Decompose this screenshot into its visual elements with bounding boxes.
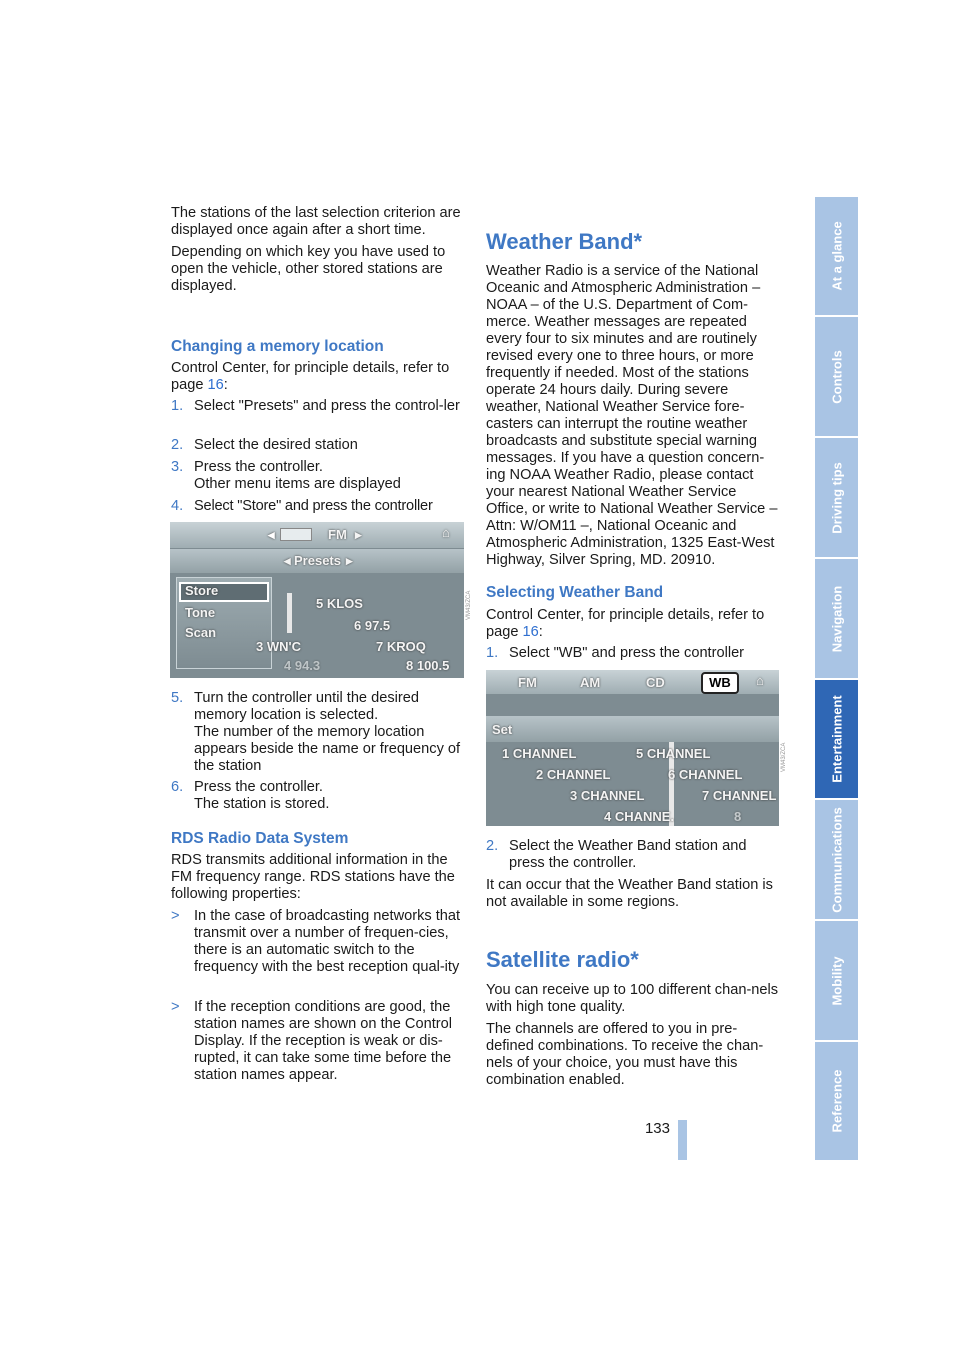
step-number: 3. — [171, 459, 184, 475]
image-code: VM43/ZCA — [466, 590, 472, 620]
weather-band-screen — [486, 670, 779, 826]
menu-item-scan[interactable]: Scan — [185, 625, 217, 640]
changing-ref-text: Control Center, for principle details, refer to page — [171, 360, 450, 393]
satellite-text-1: You can receive up to 100 different chan-nels with high tone quality. — [486, 982, 779, 1015]
preset-6[interactable]: 6 97.5 — [354, 618, 391, 633]
right-arrow-icon: ▸ — [346, 553, 353, 568]
tab-driving-tips[interactable] — [815, 438, 858, 559]
tab-wb[interactable]: WB — [701, 672, 739, 694]
set-bar — [486, 716, 779, 742]
weather-text: Weather Radio is a service of the National Oceanic and Atmospheric Administration – NOAA – of the U.S. Department of Com-merce. Weather messages are repeated every four to six minutes and are routinely revised every one to three hours, or more frequently if needed. Most of the stations operate 24 hours daily. During severe weather, National Weather Service fore-casters can interrupt the routine weather broadcasts and substitute special warning messages. If you have a question concern-ing NOAA Weather Radio, please contact your nearest National Weather Service Office, or write to National Weather Service – Attn: W/OM11 –, National Oceanic and Atmospheric Administration, 1325 East-West Highway, Silver Spring, MD. 20910. — [486, 263, 778, 568]
step-text: Press the controller. — [194, 459, 323, 475]
home-icon[interactable]: ⌂ — [756, 673, 764, 688]
menu-item-tone[interactable]: Tone — [185, 605, 216, 620]
bullet-item — [171, 999, 466, 1084]
preset-4[interactable]: 4 94.3 — [284, 658, 321, 673]
weather-step-1 — [486, 645, 781, 662]
tab-label: Navigation — [829, 585, 844, 652]
channel-8[interactable]: 8 — [734, 809, 742, 824]
bullet-text: In the case of broadcasting networks that transmit over a number of frequen-cies, there is an automatic switch to the frequency with the best reception qual-ity — [194, 908, 461, 975]
bullet-text: If the reception conditions are good, the station names are shown on the Control Display. If the reception is weak or dis-rupted, it can take some time before the station names appear. — [194, 999, 452, 1083]
step-number: 4. — [171, 498, 184, 514]
right-arrow-icon: ▸ — [355, 527, 362, 542]
step-item — [171, 437, 466, 454]
tab-label: Controls — [829, 349, 844, 404]
home-icon[interactable]: ⌂ — [442, 525, 450, 540]
preset-7[interactable]: 7 KROQ — [376, 639, 426, 654]
tab-entertainment[interactable] — [815, 680, 858, 800]
selecting-weather-heading: Selecting Weather Band — [486, 584, 664, 601]
step-text: Press the controller. — [194, 779, 323, 795]
step-subtext: The station is stored. — [194, 796, 330, 812]
weather-band-heading: Weather Band* — [486, 229, 643, 254]
preset-8[interactable]: 8 100.5 — [406, 658, 450, 673]
bullet-item — [171, 908, 466, 976]
selection-marker — [287, 593, 292, 633]
tab-fm[interactable]: FM — [518, 675, 537, 690]
intro-paragraph-1: The stations of the last selection criterion are displayed once again after a short time. — [171, 205, 461, 238]
step-number: 1. — [486, 645, 499, 661]
rds-text: RDS transmits additional information in the FM frequency range. RDS stations have the following properties: — [171, 852, 455, 902]
step-number: 2. — [486, 838, 499, 854]
presets-label[interactable]: Presets — [294, 553, 341, 568]
satellite-text-2: The channels are offered to you in pre-defined combinations. To receive the chan-nels of your choice, you must have this combination enabled. — [486, 1021, 764, 1088]
channel-3[interactable]: 3 CHANNEL — [570, 788, 645, 803]
image-code: VM43/ZCA — [781, 742, 787, 772]
changing-ref: Control Center, for principle details, refer to page 16: — [171, 360, 450, 393]
satellite-radio-heading: Satellite radio* — [486, 947, 639, 972]
step-subtext: The number of the memory location appears beside the name or frequency of the station — [194, 724, 461, 774]
step-number: 1. — [171, 398, 184, 414]
changing-memory-heading: Changing a memory location — [171, 338, 384, 355]
step-text: Select "Presets" and press the control-ler — [194, 398, 460, 414]
step-text: Select "WB" and press the controller — [509, 645, 745, 661]
channel-5[interactable]: 5 CHANNEL — [636, 746, 711, 761]
selecting-ref: Control Center, for principle details, refer to page 16: — [486, 607, 765, 640]
step-item — [171, 498, 471, 515]
bullet-arrow-icon: > — [171, 999, 180, 1015]
step-text: Select the Weather Band station and press the controller. — [509, 838, 747, 871]
tab-navigation[interactable] — [815, 559, 858, 680]
options-menu — [176, 577, 272, 669]
step-number: 2. — [171, 437, 184, 453]
left-arrow-icon: ◂ — [284, 553, 291, 568]
changing-ref-page-link[interactable]: 16 — [207, 377, 224, 393]
intro-paragraph-2: Depending on which key you have used to open the vehicle, other stored stations are displayed. — [171, 244, 446, 294]
step-item — [171, 459, 466, 493]
step-text: Select "Store" and press the controller — [194, 498, 433, 514]
regions-text: It can occur that the Weather Band station is not available in some regions. — [486, 877, 773, 910]
set-label[interactable]: Set — [492, 722, 513, 737]
tab-controls[interactable] — [815, 317, 858, 438]
tab-cd[interactable]: CD — [646, 675, 665, 690]
tab-label: Entertainment — [829, 695, 844, 783]
menu-item-store[interactable]: Store — [185, 583, 219, 598]
tab-communications[interactable] — [815, 800, 858, 921]
tab-mobility[interactable] — [815, 921, 858, 1042]
channel-1[interactable]: 1 CHANNEL — [502, 746, 577, 761]
rds-heading: RDS Radio Data System — [171, 830, 349, 847]
tab-am[interactable]: AM — [580, 675, 601, 690]
preset-3[interactable]: 3 WN'C — [256, 639, 301, 654]
tab-label: Communications — [829, 806, 844, 913]
tab-label: Mobility — [829, 955, 844, 1006]
tab-reference[interactable] — [815, 1042, 858, 1162]
radio-presets-screen — [170, 522, 464, 678]
step-text: Select the desired station — [194, 437, 358, 453]
step-item — [171, 690, 466, 775]
tab-label: Driving tips — [829, 461, 844, 534]
tab-label: At a glance — [829, 221, 844, 291]
fm-label[interactable]: FM — [328, 527, 347, 542]
tab-label: Reference — [829, 1069, 844, 1133]
preset-5[interactable]: 5 KLOS — [316, 596, 363, 611]
channel-2[interactable]: 2 CHANNEL — [536, 767, 611, 782]
step-item — [171, 779, 466, 813]
page-marker — [678, 1120, 687, 1160]
selecting-ref-page-link[interactable]: 16 — [522, 624, 539, 640]
sub-bar — [170, 549, 464, 573]
top-bar — [170, 522, 464, 548]
channel-6[interactable]: 6 CHANNEL — [668, 767, 743, 782]
step-text: Turn the controller until the desired memory location is selected. — [194, 690, 419, 723]
step-item — [171, 398, 466, 415]
step-subtext: Other menu items are displayed — [194, 476, 401, 492]
left-arrow-icon: ◂ — [268, 527, 275, 542]
weather-step-2 — [486, 838, 781, 872]
channel-4[interactable]: 4 CHANNE. — [604, 809, 675, 824]
selecting-ref-text: Control Center, for principle details, refer to page — [486, 607, 765, 640]
step-number: 6. — [171, 779, 184, 795]
source-tabs-bar — [486, 670, 779, 694]
tab-at-a-glance[interactable] — [815, 197, 858, 317]
preset-slot — [280, 528, 312, 541]
bullet-arrow-icon: > — [171, 908, 180, 924]
channel-7[interactable]: 7 CHANNEL — [702, 788, 777, 803]
page-number: 133 — [644, 1120, 670, 1137]
step-number: 5. — [171, 690, 184, 706]
